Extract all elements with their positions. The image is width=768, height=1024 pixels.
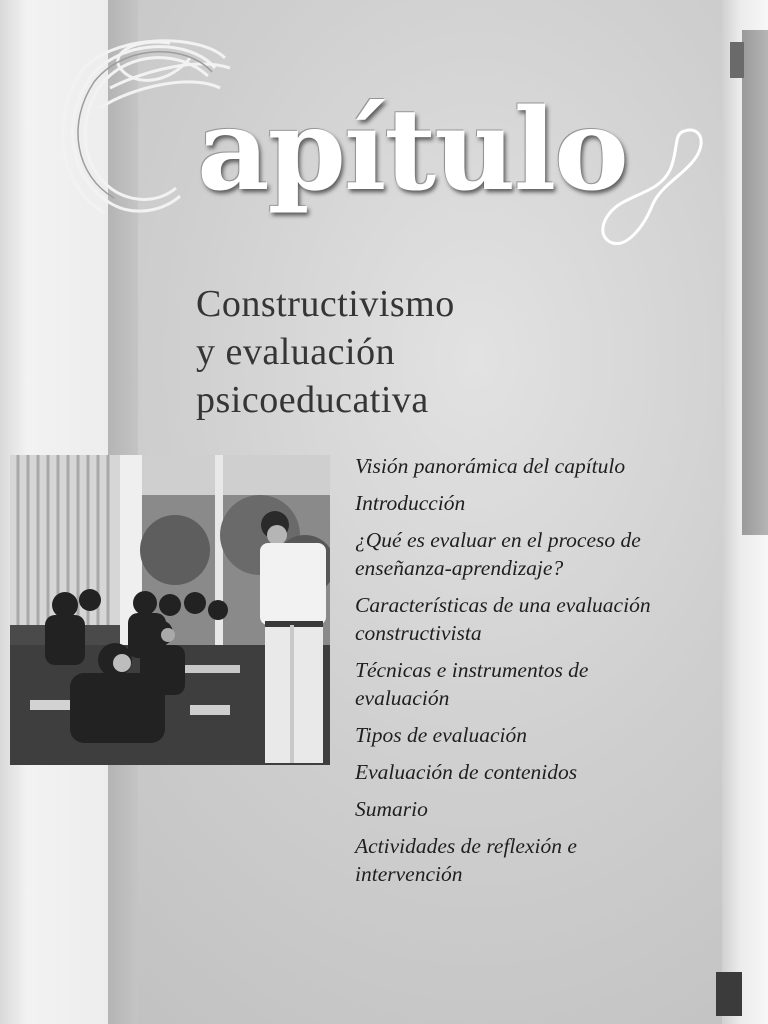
title-line-2: y evaluación <box>196 331 396 373</box>
title-line-1: Constructivismo <box>196 283 455 325</box>
classroom-photo <box>10 455 330 765</box>
toc-item: Tipos de evaluación <box>355 723 527 747</box>
toc-item: Técnicas e instrumentos de evaluación <box>355 658 589 710</box>
chapter-number-eight-icon <box>590 120 710 260</box>
toc-item: ¿Qué es evaluar en el proceso de enseñanza-aprendizaje? <box>355 528 641 580</box>
chapter-word: apítulo <box>197 85 627 216</box>
title-line-3: psicoeducativa <box>196 379 429 421</box>
table-of-contents <box>355 452 655 897</box>
toc-item: Introducción <box>355 491 466 515</box>
chapter-title <box>196 280 455 424</box>
toc-item: Actividades de reflexión e intervención <box>355 834 577 886</box>
toc-item: Visión panorámica del capítulo <box>355 454 626 478</box>
tab-mark <box>730 42 744 78</box>
toc-item: Características de una evaluación constructivista <box>355 593 651 645</box>
bottom-mark <box>716 972 742 1016</box>
chapter-tab <box>742 30 768 535</box>
toc-item: Sumario <box>355 797 428 821</box>
toc-item: Evaluación de contenidos <box>355 760 578 784</box>
